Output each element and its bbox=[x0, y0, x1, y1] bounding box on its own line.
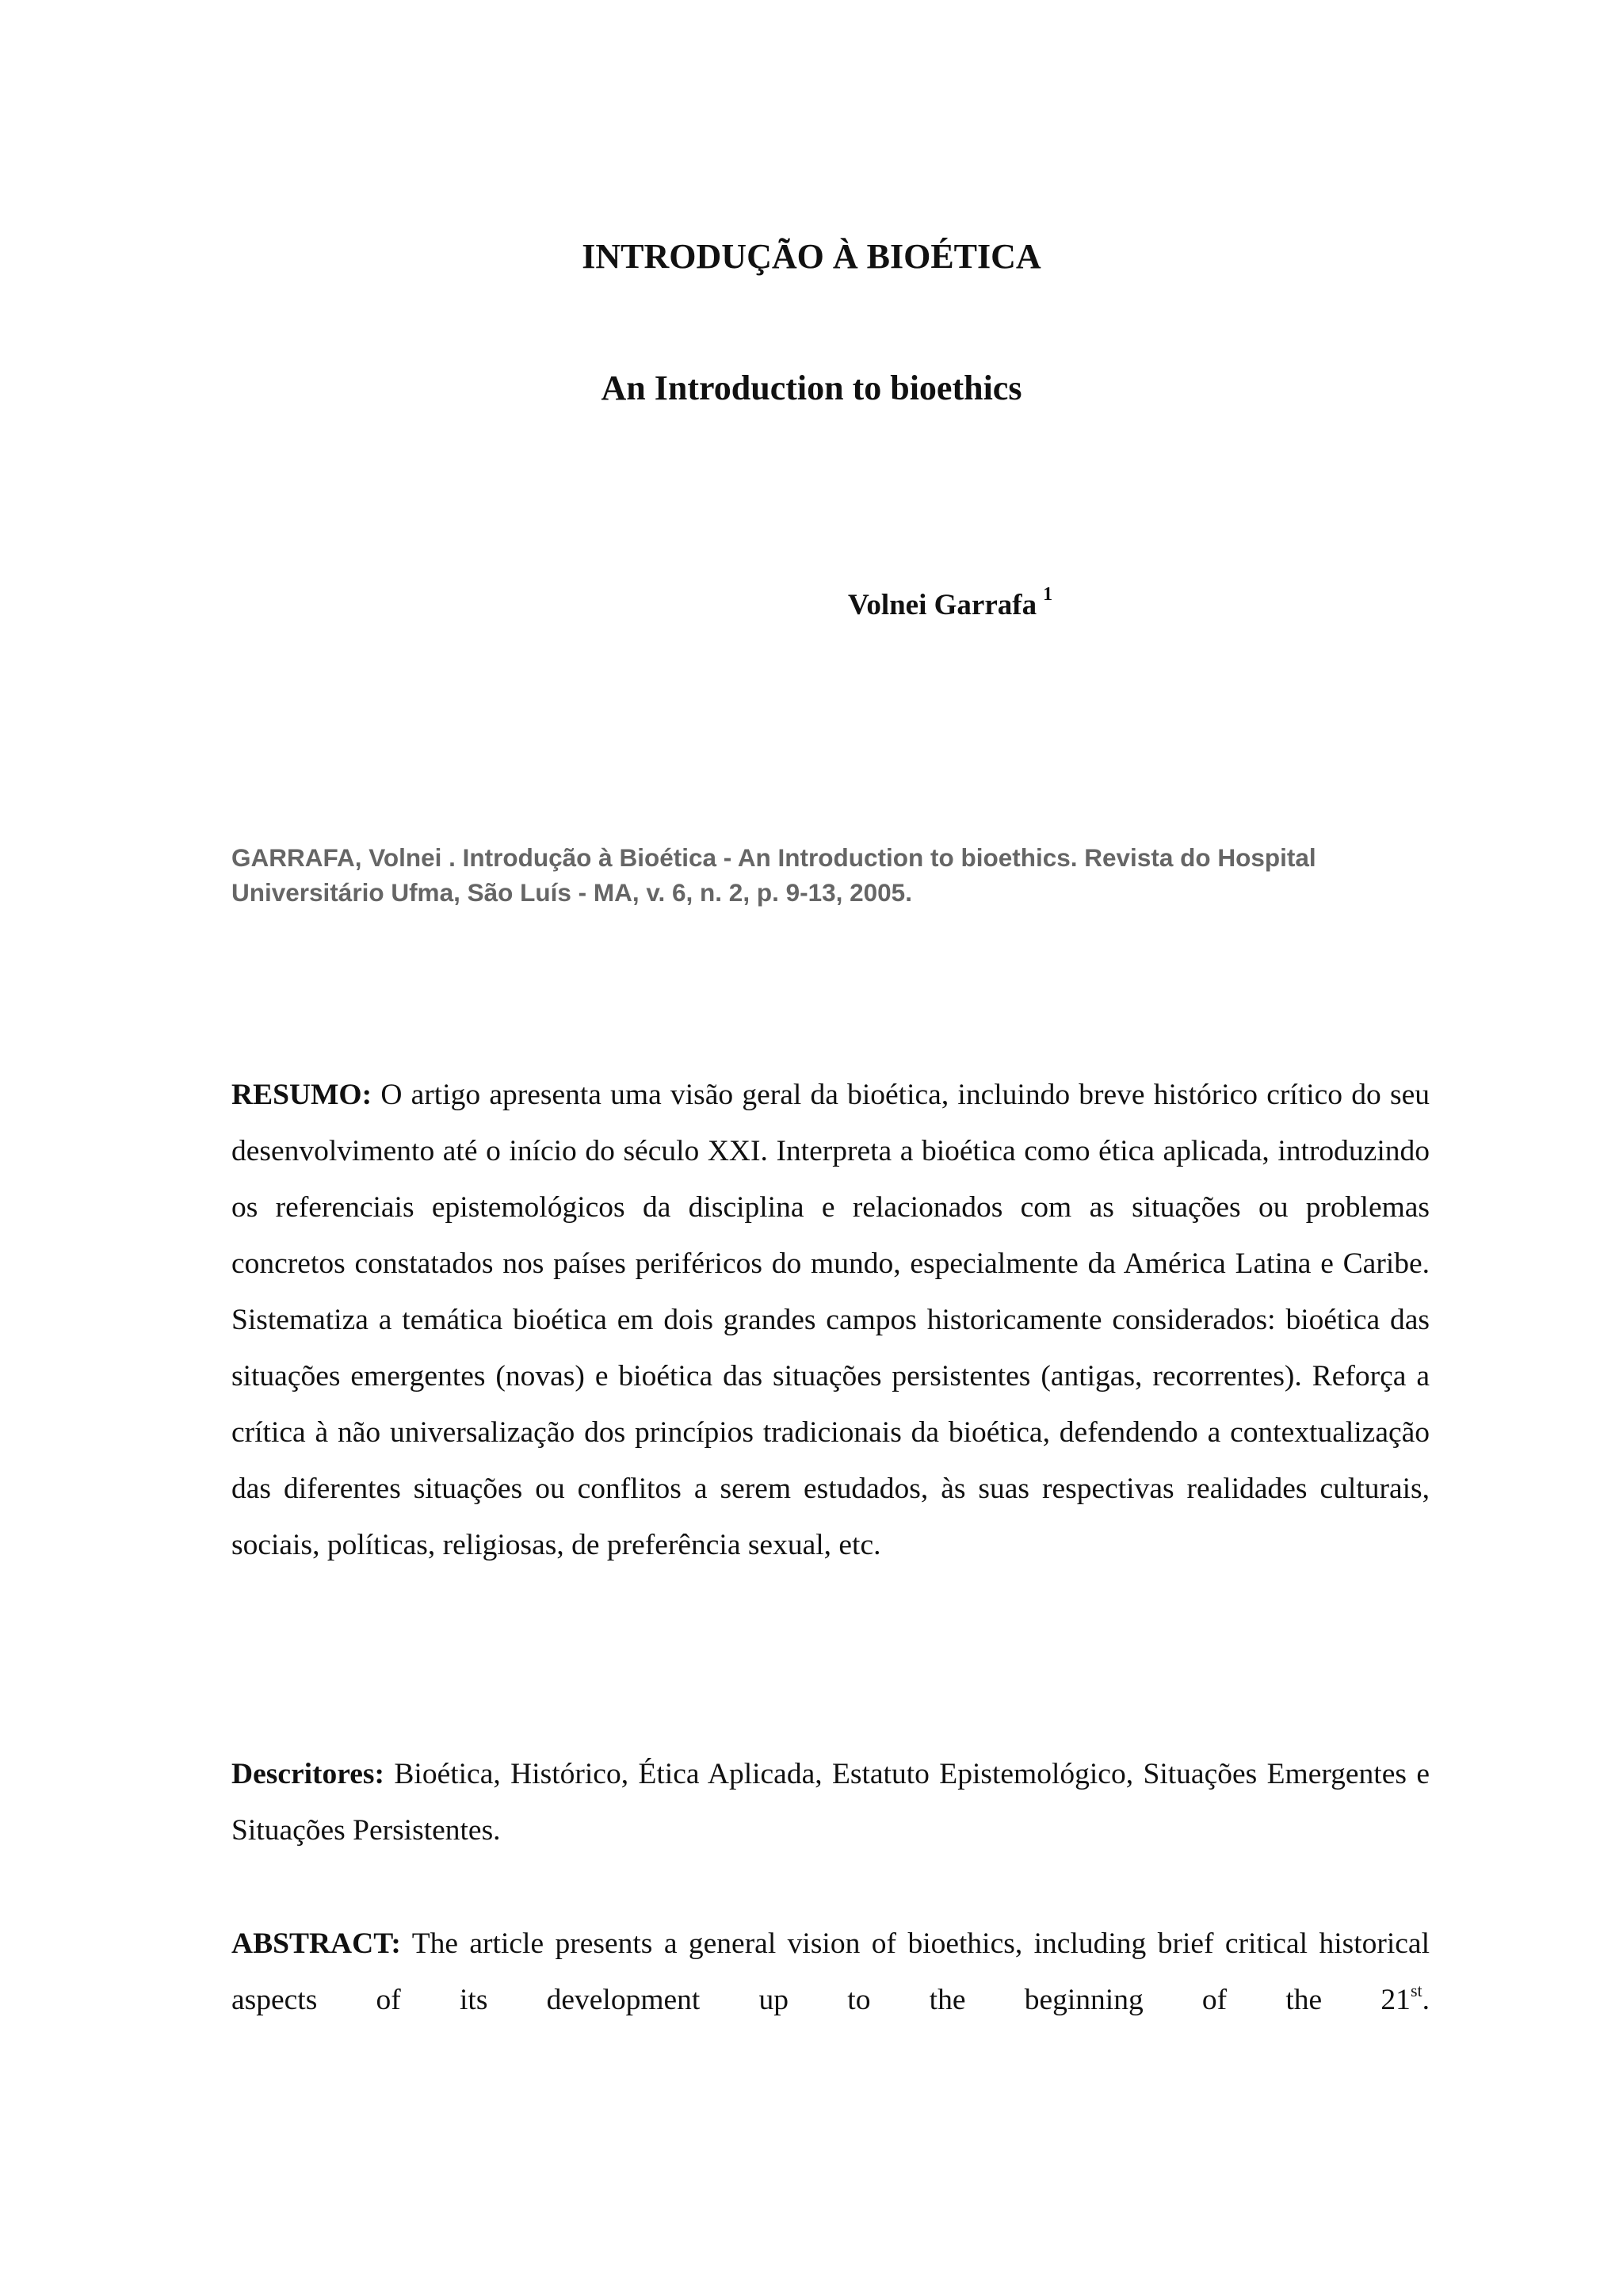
document-title: INTRODUÇÃO À BIOÉTICA bbox=[582, 237, 1041, 276]
abstract-label: ABSTRACT: bbox=[231, 1927, 401, 1960]
author-name: Volnei Garrafa bbox=[848, 589, 1037, 621]
abstract-paragraph bbox=[231, 1916, 1430, 2084]
resumo-text: O artigo apresenta uma visão geral da bioética, incluindo breve histórico crítico do seu desenvolvimento até o início do século XXI. Interpreta a bioética como ética aplicada, introduzindo os referenciais epistemológicos da disciplina e relacionados com as situações ou problemas concretos constatados nos países periféricos do mundo, especialmente da América Latina e Caribe. Sistematiza a temática bioética em dois grandes campos historicamente considerados: bioética das situações emergentes (novas) e bioética das situações persistentes (antigas, recorrentes). Reforça a crítica à não universalização dos princípios tradicionais da bioética, defendendo a contextualização das diferentes situações ou conflitos a serem estudados, às suas respectivas realidades culturais, sociais, políticas, religiosas, de preferência sexual, etc. bbox=[231, 1079, 1430, 1561]
citation-reference: GARRAFA, Volnei . Introdução à Bioética - An Introduction to bioethics. Revista do Hospital Universitário Ufma, São Luís - MA, v. 6, n. 2, p. 9-13, 2005. bbox=[231, 843, 1316, 907]
author-line bbox=[848, 585, 1052, 620]
document-subtitle: An Introduction to bioethics bbox=[601, 369, 1022, 407]
resumo-label: RESUMO: bbox=[231, 1079, 372, 1111]
abstract-trailing-period: . bbox=[1422, 1984, 1430, 2016]
author-footnote-marker: 1 bbox=[1043, 584, 1053, 605]
descritores-text: Bioética, Histórico, Ética Aplicada, Estatuto Epistemológico, Situações Emergentes e Situações Persistentes. bbox=[231, 1758, 1430, 1847]
descritores-label: Descritores: bbox=[231, 1758, 384, 1790]
abstract-text: The article presents a general vision of bioethics, including brief critical historical aspects of its development up to the beginning of the 21 bbox=[231, 1927, 1430, 2016]
resumo-paragraph bbox=[231, 1067, 1430, 1573]
descritores-paragraph bbox=[231, 1746, 1430, 1859]
abstract-ordinal-superscript: st bbox=[1410, 1981, 1423, 2000]
